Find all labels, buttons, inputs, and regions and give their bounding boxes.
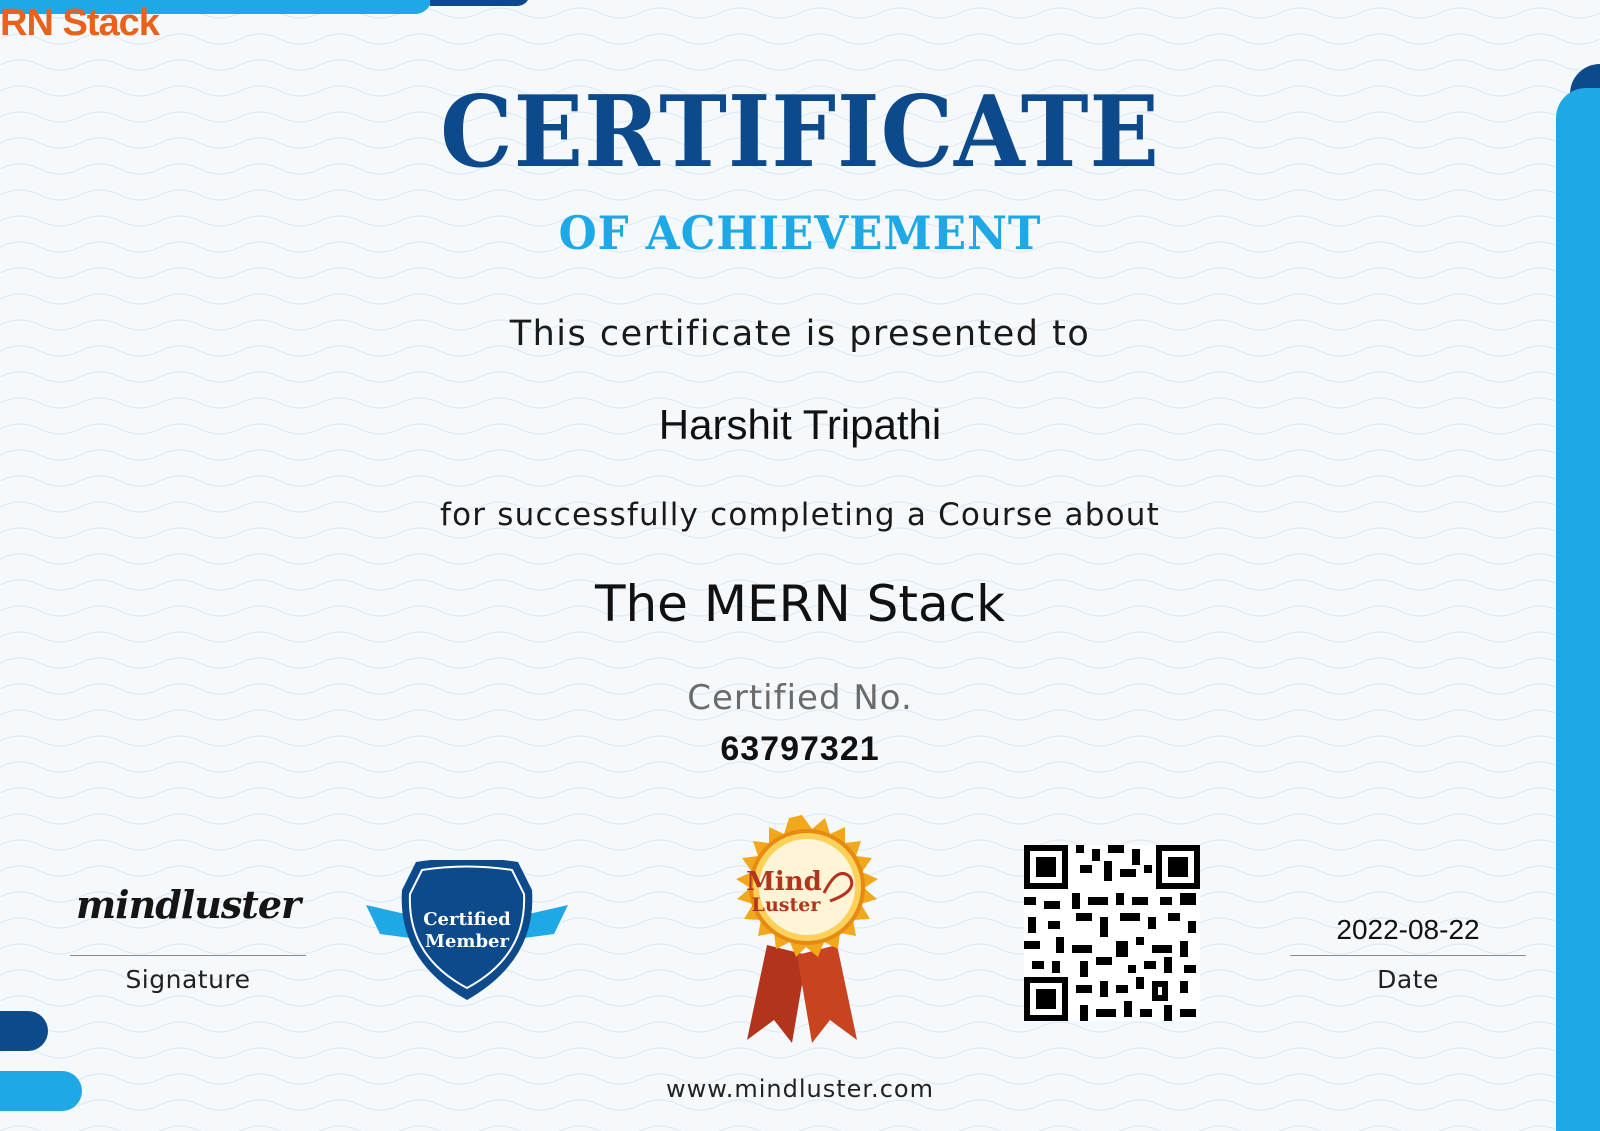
seal-line1: Mind	[746, 867, 822, 897]
presented-to-text: This certificate is presented to	[509, 314, 1091, 354]
seal-line2: Luster	[751, 894, 821, 916]
top-accent-bar-dark	[430, 0, 530, 6]
qr-code-icon	[1024, 845, 1200, 1021]
recipient-name: Harshit Tripathi	[658, 401, 942, 448]
shield-badge-icon	[362, 860, 572, 1010]
signature-script: mindluster	[75, 882, 301, 927]
badge-line1: Certified	[423, 909, 511, 930]
left-accent-pill-dark	[0, 1011, 48, 1051]
completion-text: for successfully completing a Course about	[439, 497, 1161, 533]
website-url: www.mindluster.com	[666, 1075, 934, 1103]
badge-line2: Member	[425, 931, 509, 952]
certificate-subtitle: OF ACHIEVEMENT	[558, 206, 1042, 260]
signature-line	[70, 955, 306, 956]
certified-no-value: 63797321	[720, 730, 880, 768]
date-line	[1290, 955, 1526, 956]
certified-no-label: Certified No.	[687, 678, 913, 718]
award-seal-icon	[712, 815, 892, 1055]
date-label: Date	[1377, 965, 1439, 994]
course-tag-text: RN Stack	[0, 2, 159, 44]
date-value: 2022-08-22	[1336, 914, 1480, 945]
certificate-title: CERTIFICATE	[440, 75, 1160, 190]
course-name: The MERN Stack	[594, 575, 1006, 633]
signature-label: Signature	[125, 965, 251, 994]
